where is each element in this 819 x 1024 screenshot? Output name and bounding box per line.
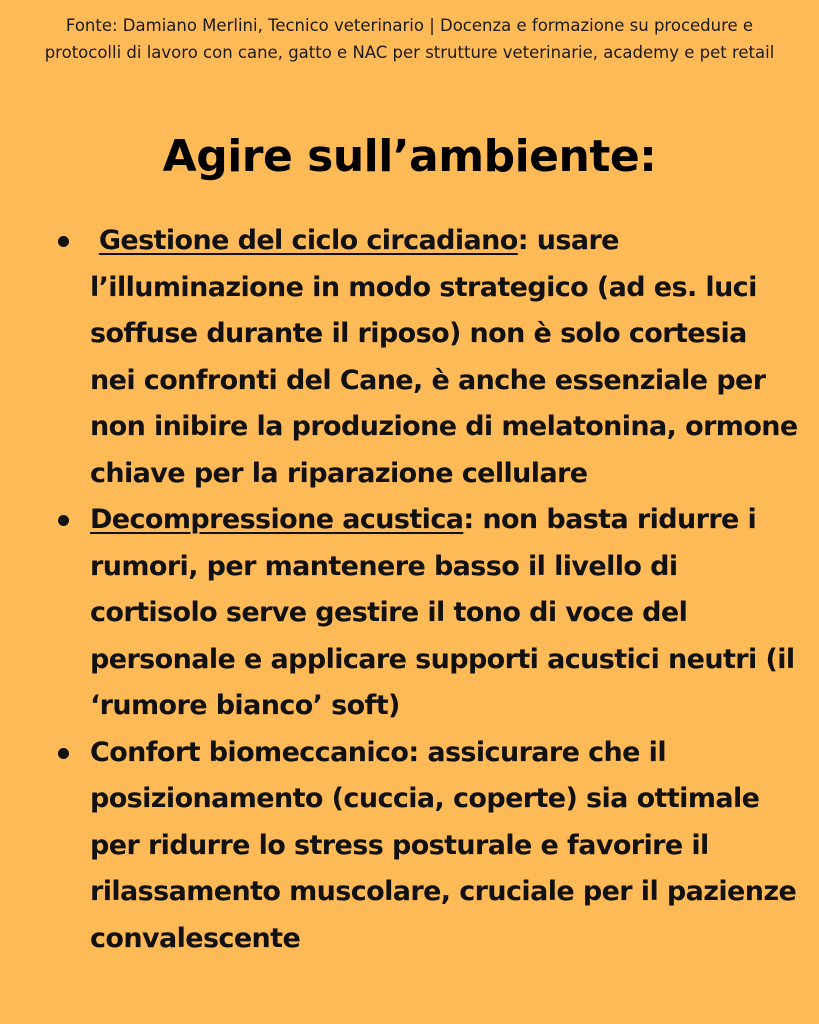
item-term-biomechanical: Confort biomeccanico <box>90 736 409 768</box>
item-text: : usare l’illuminazione in modo strategico (ad es. luci soffuse durante il riposo) non è solo cortesia nei confronti del Cane, è anche essenziale per non inibire la produzione di melatonina, ormone chiave per la riparazione cellulare <box>90 225 798 489</box>
item-term-acoustic: Decompressione acustica <box>90 504 464 535</box>
item-lead-space <box>90 225 99 256</box>
bullet-list <box>40 218 800 962</box>
bullet-dot-icon <box>58 748 69 759</box>
bullet-dot-icon <box>58 515 69 526</box>
list-item <box>40 730 800 963</box>
item-text: : non basta ridurre i rumori, per mantenere basso il livello di cortisolo serve gestire il tono di voce del personale e applicare supporti acustici neutri (il ‘rumore bianco’ soft) <box>90 504 795 721</box>
list-item <box>40 497 800 730</box>
source-note: Fonte: Damiano Merlini, Tecnico veterinario | Docenza e formazione su procedure e protocolli di lavoro con cane, gatto e NAC per strutture veterinarie, academy e pet retail <box>44 16 775 62</box>
list-item <box>40 218 800 497</box>
bullet-dot-icon <box>58 236 69 247</box>
item-term-circadian: Gestione del ciclo circadiano <box>98 225 518 256</box>
item-text: : assicurare che il posizionamento (cuccia, coperte) sia ottimale per ridurre lo stress posturale e favorire il rilassamento muscolare, cruciale per il pazienze convalescente <box>90 736 797 954</box>
page-title: Agire sull’ambiente: <box>162 131 657 182</box>
